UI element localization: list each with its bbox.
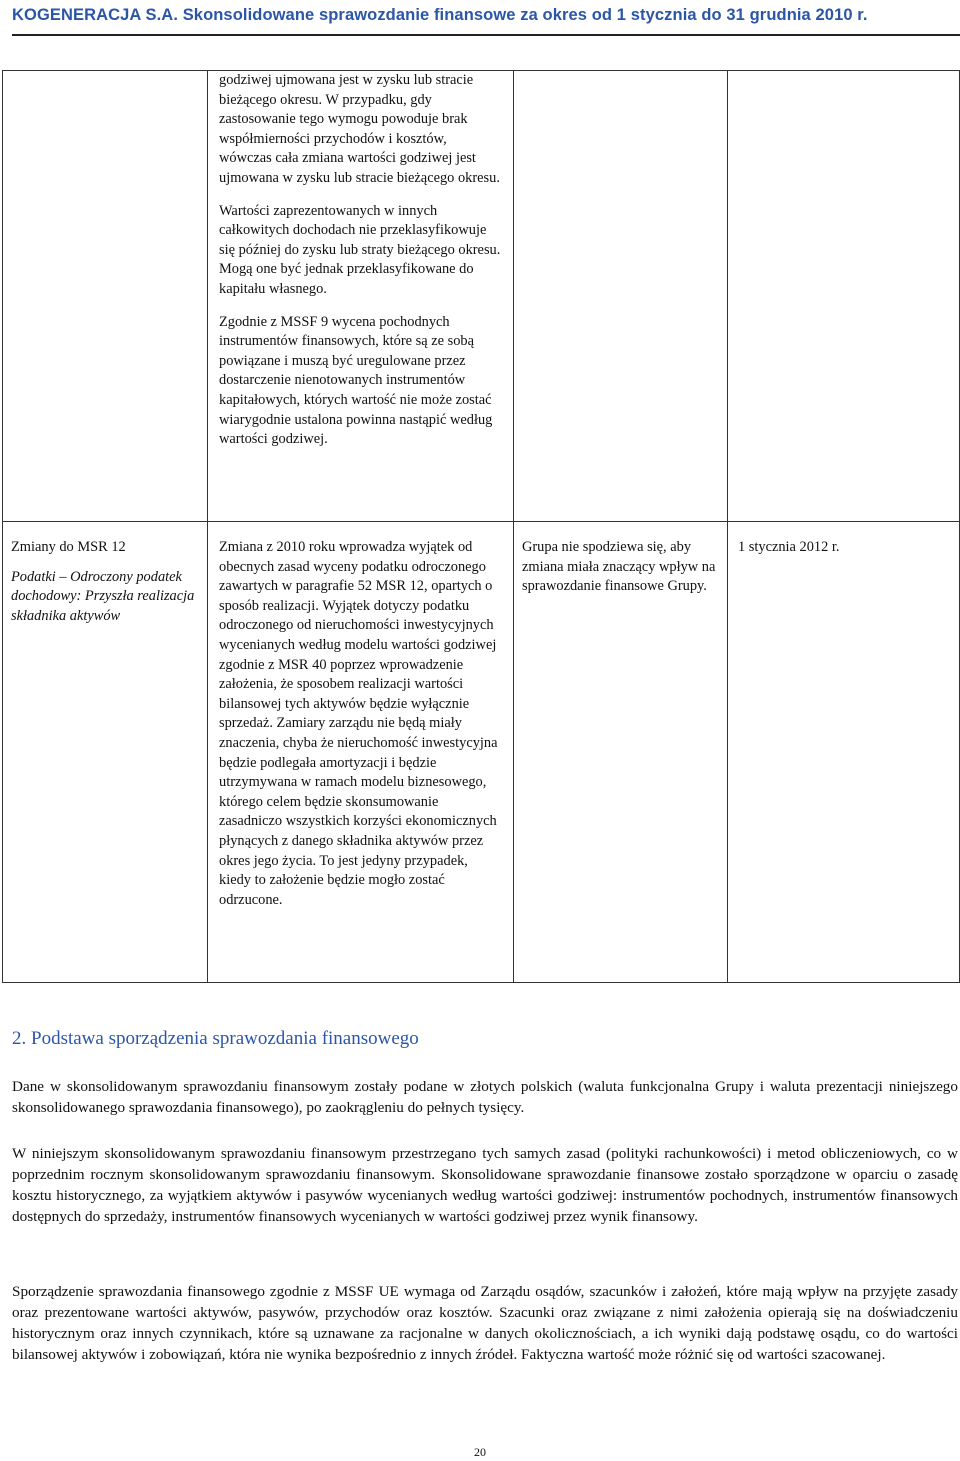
table-cell-description xyxy=(207,71,513,521)
description-paragraph: godziwej ujmowana jest w zysku lub stracie bieżącego okresu. W przypadku, gdy zastosowanie tego wymogu powoduje brak współmierności przychodów i kosztów, wówczas cała zmiana wartości godziwej jest ujmowana w zysku lub stracie bieżącego okresu. xyxy=(219,72,500,186)
page-number: 20 xyxy=(474,1445,486,1459)
table-cell-empty xyxy=(513,71,727,521)
description-paragraph: Wartości zaprezentowanych w innych całkowitych dochodach nie przeklasyfikowuje się później do zysku lub straty bieżącego okresu. Mogą one być jednak przeklasyfikowane do kapitału własnego. xyxy=(219,202,501,297)
table-row xyxy=(2,70,960,521)
section-heading: 2. Podstawa sporządzenia sprawozdania finansowego xyxy=(12,1028,419,1049)
standard-subtitle: Podatki – Odroczony podatek dochodowy: Przyszła realizacja składnika aktywów xyxy=(11,568,195,624)
body-paragraph: W niniejszym skonsolidowanym sprawozdaniu finansowym przestrzegano tych samych zasad (polityki rachunkowości) i metod obliczeniowych, co w poprzednim rocznym skonsolidowanym sprawozdaniu finansowym. Skonsolidowane sprawozdanie finansowe zostało sporządzone w oparciu o zasadę kosztu historycznego, za wyjątkiem aktywów i pasywów wycenianych według wartości godziwej: instrumentów pochodnych, instrumentów finansowych dostępnych do sprzedaży, instrumentów finansowych wycenianych w wartości godziwej przez wynik finansowy. xyxy=(12,1145,958,1225)
table-cell-description xyxy=(207,522,513,982)
standards-table xyxy=(2,70,960,983)
description-paragraph: Zgodnie z MSSF 9 wycena pochodnych instrumentów finansowych, które są ze sobą powiązane i muszą być uregulowane przez dostarczenie nienotowanych instrumentów kapitałowych, których wartość nie może zostać wiarygodnie ustalona powinna nastąpić według wartości godziwej. xyxy=(219,313,493,448)
standard-title: Zmiany do MSR 12 xyxy=(11,539,126,555)
body-paragraph: Dane w skonsolidowanym sprawozdaniu finansowym zostały podane w złotych polskich (waluta funkcjonalna Grupy i waluta prezentacji niniejszego skonsolidowanego sprawozdania finansowego), po zaokrągleniu do pełnych tysięcy. xyxy=(12,1078,958,1116)
table-cell-empty xyxy=(727,71,959,521)
table-cell-impact xyxy=(513,522,727,982)
table-cell-empty xyxy=(3,71,207,521)
table-cell-standard xyxy=(3,522,207,982)
effective-date: 1 stycznia 2012 r. xyxy=(738,539,840,555)
body-paragraph: Sporządzenie sprawozdania finansowego zgodnie z MSSF UE wymaga od Zarządu osądów, szacunków i założeń, które mają wpływ na przyjęte zasady oraz prezentowane wartości aktywów, pasywów, przychodów oraz kosztów. Szacunki oraz związane z nimi założenia opierają się na doświadczeniu historycznym oraz innych czynnikach, które są uznawane za racjonalne w danych okolicznościach, a ich wyniki dają podstawę osądu, co do wartości bilansowej aktywów i zobowiązań, która nie wynika bezpośrednio z innych źródeł. Faktyczna wartość może różnić się od wartości szacowanej. xyxy=(12,1283,958,1363)
description-paragraph: Zmiana z 2010 roku wprowadza wyjątek od obecnych zasad wyceny podatku odroczonego zawartych w paragrafie 52 MSR 12, opartych o sposób realizacji. Wyjątek dotyczy podatku odroczonego od nieruchomości inwestycyjnych wycenianych według modelu wartości godziwej zgodnie z MSR 40 poprzez wprowadzenie założenia, że sposobem realizacji wartości bilansowej tych aktywów będzie wyłącznie sprzedaż. Zamiary zarządu nie będą miały znaczenia, chyba że nieruchomość inwestycyjna będzie podlegała amortyzacji i będzie utrzymywana w ramach modelu biznesowego, którego celem będzie skonsumowanie zasadniczo wszystkich korzyści ekonomicznych płynących z danego składnika aktywów przez okres jego życia. To jest jedyny przypadek, kiedy to założenie będzie mogło zostać odrzucone. xyxy=(219,539,498,908)
table-cell-effective-date xyxy=(727,522,959,982)
header-divider xyxy=(12,34,960,36)
impact-text: Grupa nie spodziewa się, aby zmiana miała znaczący wpływ na sprawozdanie finansowe Grupy. xyxy=(522,539,716,595)
page-header-title: KOGENERACJA S.A. Skonsolidowane sprawozdanie finansowe za okres od 1 stycznia do 31 grudnia 2010 r. xyxy=(12,6,868,24)
table-row xyxy=(2,521,960,983)
